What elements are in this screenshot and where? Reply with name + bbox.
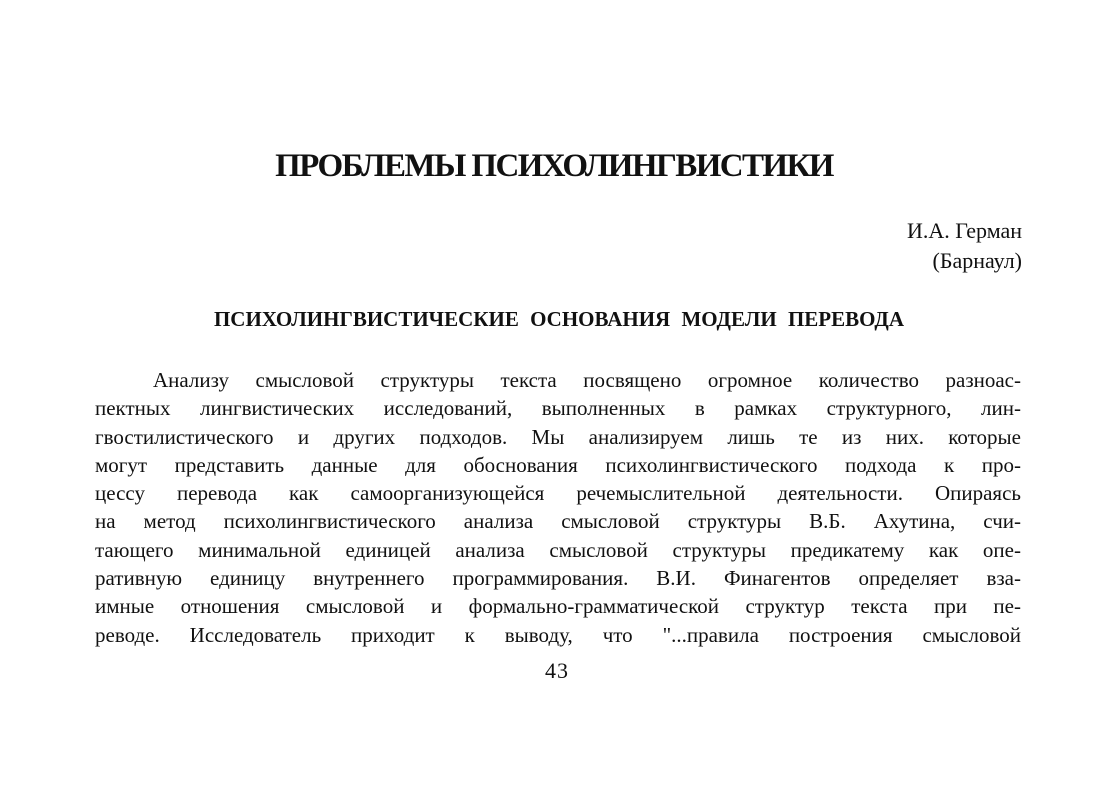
body-line: имные отношения смысловой и формально-грамматической структур текста при пе- [95, 594, 1021, 619]
body-line: пектных лингвистических исследований, выполненных в рамках структурного, лин- [95, 396, 1021, 421]
body-line: гвостилистического и других подходов. Мы анализируем лишь те из них. которые [95, 424, 1021, 449]
author-city: (Барнаул) [932, 248, 1022, 273]
body-line: ративную единицу внутреннего программирования. В.И. Финагентов определяет вза- [95, 566, 1021, 591]
article-title: ПСИХОЛИНГВИСТИЧЕСКИЕ ОСНОВАНИЯ МОДЕЛИ ПЕРЕВОДА [213, 307, 905, 331]
body-line: цессу перевода как самоорганизующейся речемыслительной деятельности. Опираясь [95, 481, 1021, 506]
body-line: на метод психолингвистического анализа смысловой структуры В.Б. Ахутина, счи- [95, 509, 1021, 534]
author-name: И.А. Герман [906, 218, 1022, 243]
section-title: ПРОБЛЕМЫ ПСИХОЛИНГВИСТИКИ [275, 148, 833, 184]
page-number: 43 [545, 658, 569, 683]
author-block [907, 216, 1022, 276]
body-line: Анализу смысловой структуры текста посвящено огромное количество разноас- [153, 368, 1021, 392]
body-line: реводе. Исследователь приходит к выводу, что "...правила построения смысловой [95, 622, 1021, 647]
body-paragraph [95, 366, 1021, 649]
body-line: могут представить данные для обоснования психолингвистического подхода к про- [95, 452, 1021, 477]
body-line: тающего минимальной единицей анализа смысловой структуры предикатему как опе- [95, 537, 1021, 562]
